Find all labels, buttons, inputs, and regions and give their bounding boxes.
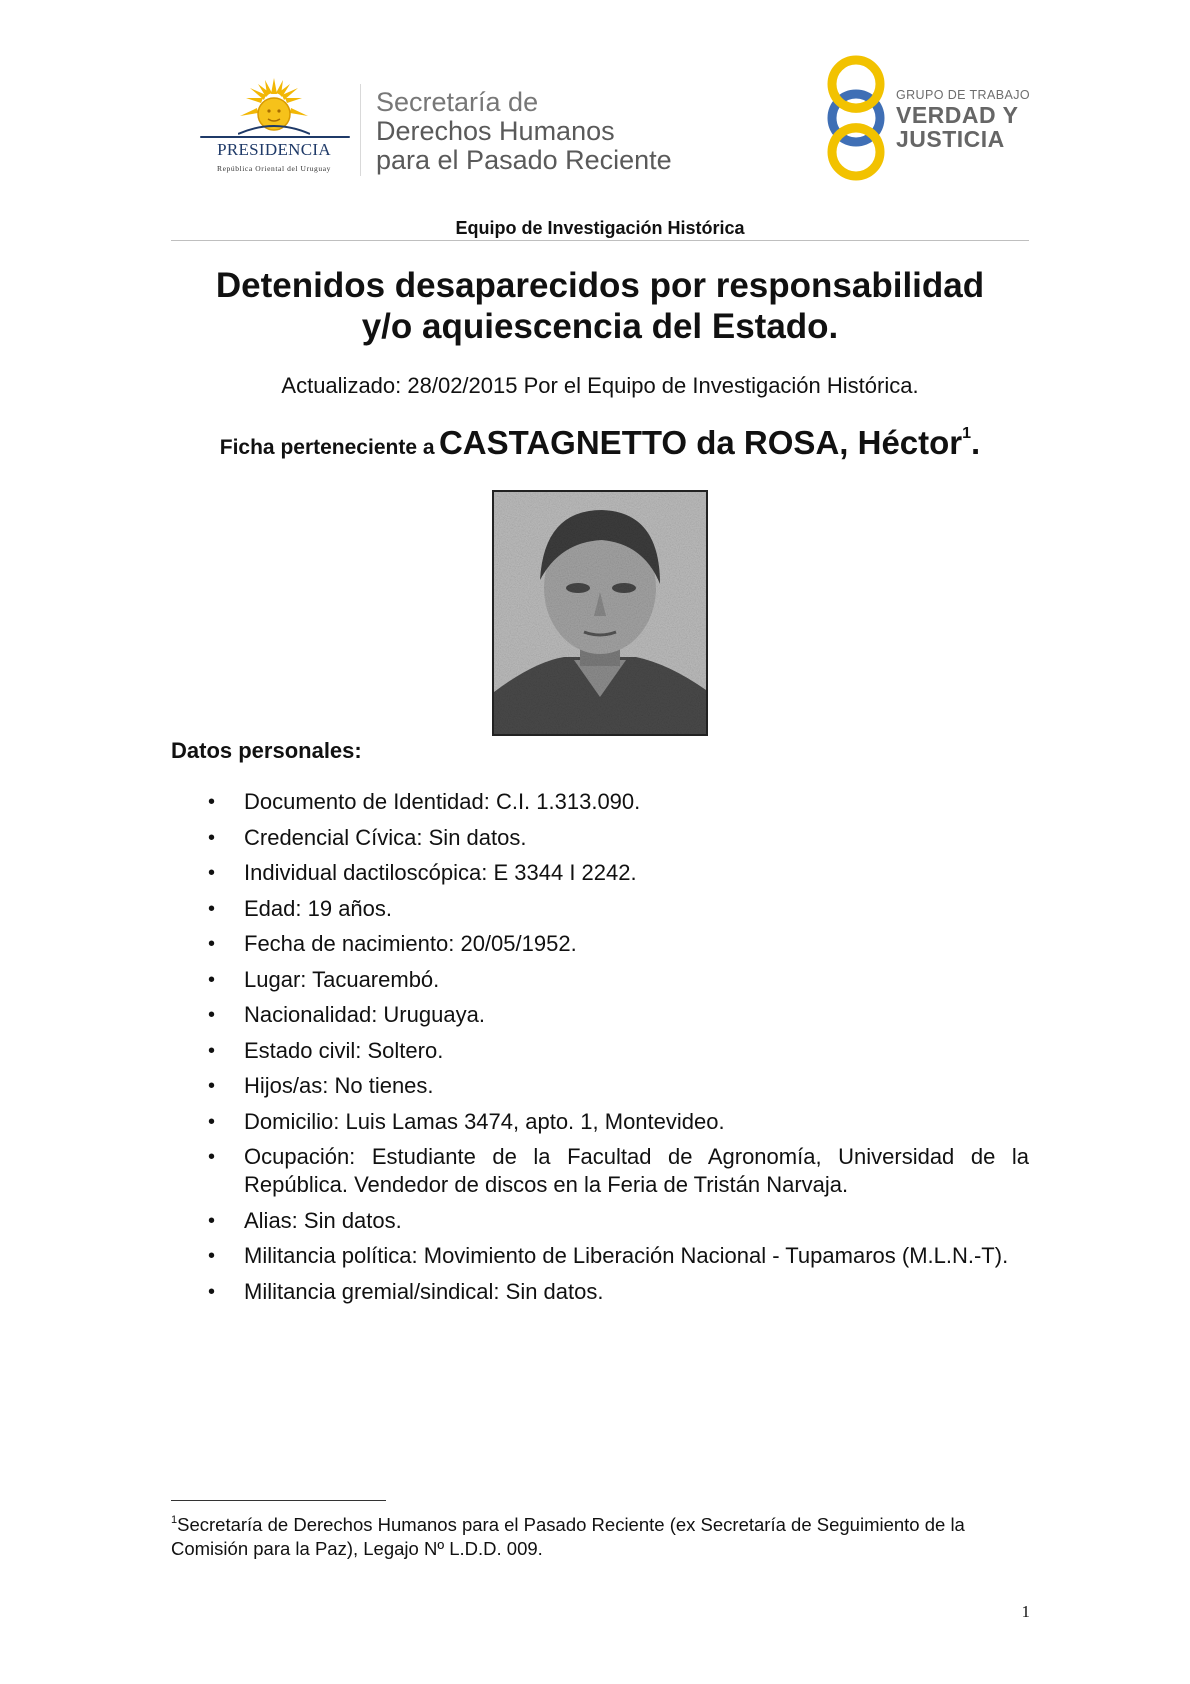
field-text: Credencial Cívica: Sin datos. — [244, 824, 527, 850]
title-line-1: Detenidos desaparecidos por responsabilidad — [215, 266, 985, 305]
ficha-suffix: . — [971, 424, 981, 461]
bullet: • — [208, 791, 216, 813]
list-item — [171, 788, 1029, 816]
portrait-photo — [492, 490, 708, 736]
title-line-2: y/o aquiescencia del Estado. — [361, 307, 839, 346]
page-number: 1 — [1021, 1602, 1030, 1621]
gtvj-justicia: JUSTICIA — [896, 126, 1005, 152]
interlocked-rings-icon — [820, 54, 896, 184]
document-title — [171, 265, 1029, 347]
field-text: Estado civil: Soltero. — [244, 1037, 444, 1063]
field-text: Edad: 19 años. — [244, 895, 393, 921]
ficha-heading — [171, 424, 1029, 462]
presidencia-subtitle: República Oriental del Uruguay — [216, 164, 331, 173]
list-item — [171, 930, 1029, 958]
field-text: Alias: Sin datos. — [244, 1207, 402, 1233]
list-item — [171, 824, 1029, 852]
bullet: • — [208, 1075, 216, 1097]
field-text: Documento de Identidad: C.I. 1.313.090. — [244, 789, 641, 814]
field-text: Militancia gremial/sindical: Sin datos. — [244, 1278, 604, 1304]
list-item — [171, 1278, 1029, 1306]
footnote-mark: 1 — [171, 1514, 178, 1526]
bullet: • — [208, 1110, 216, 1133]
footnote-ref: 1 — [962, 425, 972, 442]
person-name: CASTAGNETTO da ROSA, Héctor — [438, 424, 963, 461]
bullet: • — [208, 1280, 216, 1303]
bullet: • — [208, 826, 216, 849]
bullet: • — [208, 933, 216, 955]
footnote-text: Secretaría de Derechos Humanos para el Pasado Reciente (ex Secretaría de Seguimiento de la Comisión para la Paz), Legajo Nº L.D.D. 009. — [171, 1514, 965, 1559]
footnote-separator — [171, 1500, 386, 1501]
field-text: Nacionalidad: Uruguaya. — [244, 1002, 485, 1027]
list-item — [171, 1242, 1029, 1270]
secretaria-line-1: Secretaría de — [376, 87, 539, 117]
list-item — [171, 895, 1029, 923]
department-heading: Equipo de Investigación Histórica — [455, 218, 745, 238]
section-title: Datos personales: — [171, 738, 362, 763]
footnote — [171, 1508, 1029, 1561]
field-text: Lugar: Tacuarembó. — [244, 966, 440, 992]
list-item — [171, 1037, 1029, 1065]
presidencia-word: PRESIDENCIA — [217, 140, 331, 159]
updated-line: Actualizado: 28/02/2015 Por el Equipo de Investigación Histórica. — [281, 373, 919, 398]
bullet: • — [208, 1004, 216, 1026]
sun-of-may-icon — [238, 78, 310, 138]
list-item — [171, 1207, 1029, 1235]
gtvj-logo — [820, 54, 1030, 184]
field-text: Individual dactiloscópica: E 3344 I 2242. — [244, 860, 637, 885]
field-text: Fecha de nacimiento: 20/05/1952. — [244, 931, 577, 956]
presidencia-rule — [200, 136, 350, 138]
bullet: • — [208, 968, 216, 991]
list-item — [171, 1143, 1029, 1199]
secretaria-logo — [376, 88, 672, 175]
bullet: • — [208, 1146, 216, 1168]
field-text: Domicilio: Luis Lamas 3474, apto. 1, Montevideo. — [244, 1108, 725, 1134]
list-item — [171, 1108, 1029, 1136]
gtvj-verdad: VERDAD Y — [896, 102, 1019, 128]
field-text: Militancia política: Movimiento de Liberación Nacional - Tupamaros (M.L.N.-T). — [244, 1243, 1009, 1268]
bullet: • — [208, 1245, 216, 1267]
secretaria-line-2: Derechos Humanos — [376, 116, 615, 146]
header-rule — [171, 240, 1029, 241]
personal-data-list — [171, 788, 1029, 1313]
list-item — [171, 1001, 1029, 1029]
bullet: • — [208, 862, 216, 884]
list-item — [171, 966, 1029, 994]
bullet: • — [208, 897, 216, 920]
field-text: Ocupación: Estudiante de la Facultad de Agronomía, Universidad de la República. Vendedor de discos en la Feria de Tristán Narvaja. — [244, 1144, 1029, 1197]
ficha-prefix: Ficha perteneciente a — [219, 436, 435, 459]
header-separator — [360, 84, 361, 176]
presidencia-logo — [196, 78, 352, 178]
bullet: • — [208, 1039, 216, 1062]
list-item — [171, 1072, 1029, 1100]
field-text: Hijos/as: No tienes. — [244, 1073, 434, 1098]
bullet: • — [208, 1209, 216, 1232]
list-item — [171, 859, 1029, 887]
gtvj-small-text: GRUPO DE TRABAJO — [896, 88, 1030, 102]
secretaria-line-3: para el Pasado Reciente — [376, 145, 672, 175]
